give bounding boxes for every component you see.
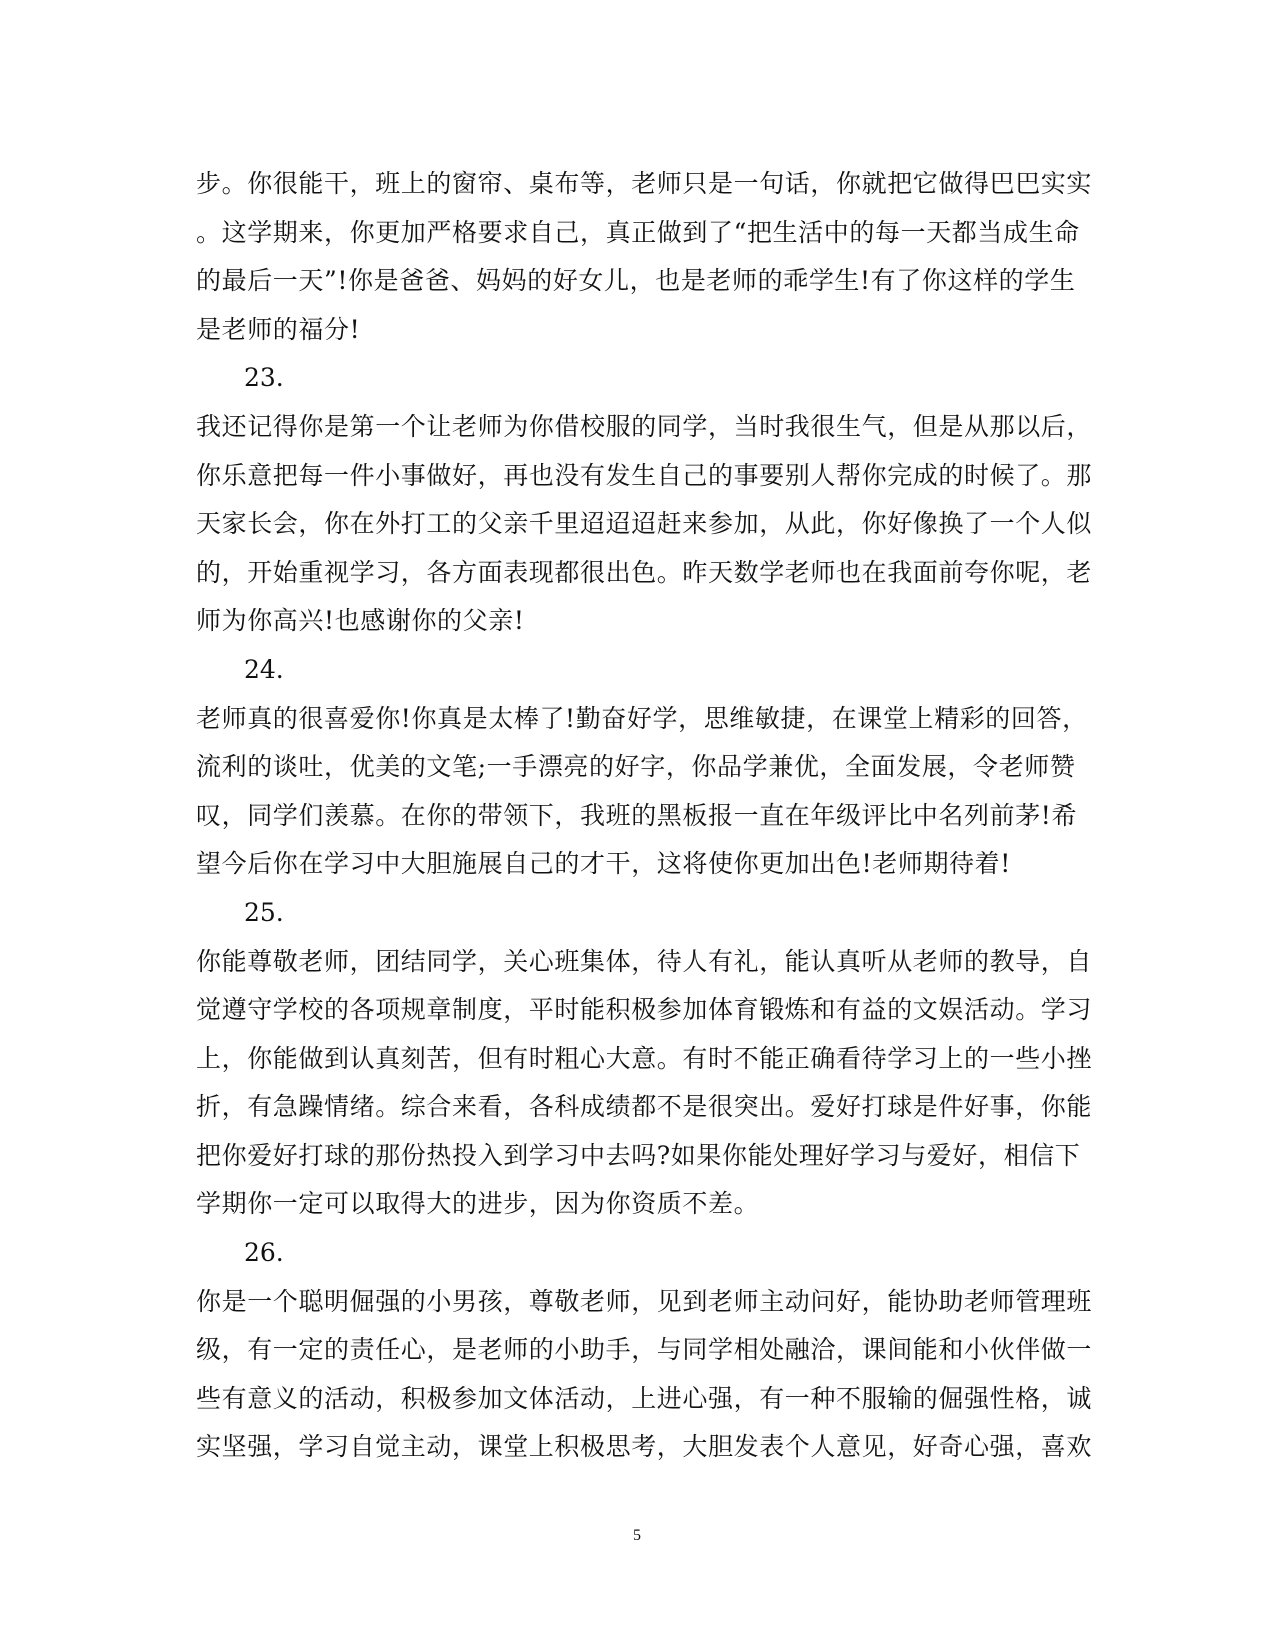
text-line: 级，有一定的责任心，是老师的小助手，与同学相处融洽，课间能和小伙伴做一 (196, 1335, 1093, 1365)
item-number-25: 25. (244, 897, 284, 927)
text-line: 把你爱好打球的那份热投入到学习中去吗?如果你能处理好学习与爱好，相信下 (196, 1140, 1081, 1170)
text-line: 师为你高兴!也感谢你的父亲! (196, 606, 525, 636)
text-line: 流利的谈吐，优美的文笔;一手漂亮的好字，你品学兼优，全面发展，令老师赞 (196, 752, 1076, 782)
text-line: 老师真的很喜爱你!你真是太棒了!勤奋好学，思维敏捷，在课堂上精彩的回答， (196, 703, 1088, 733)
text-line: 是老师的福分! (196, 314, 361, 344)
text-line: 。这学期来，你更加严格要求自己，真正做到了“把生活中的每一天都当成生命 (196, 217, 1080, 247)
text-line: 的最后一天”!你是爸爸、妈妈的好女儿，也是老师的乖学生!有了你这样的学生 (196, 266, 1076, 296)
text-line: 你乐意把每一件小事做好，再也没有发生自己的事要别人帮你完成的时候了。那 (196, 460, 1093, 490)
body-text (196, 160, 1093, 1472)
text-line: 步。你很能干，班上的窗帘、桌布等，老师只是一句话，你就把它做得巴巴实实 (196, 169, 1093, 198)
text-line: 你能尊敬老师，团结同学，关心班集体，待人有礼，能认真听从老师的教导，自 (196, 946, 1093, 976)
text-line: 我还记得你是第一个让老师为你借校服的同学，当时我很生气，但是从那以后， (196, 411, 1093, 441)
text-line: 望今后你在学习中大胆施展自己的才干，这将使你更加出色!老师期待着! (196, 849, 1011, 879)
text-line: 折，有急躁情绪。综合来看，各科成绩都不是很突出。爱好打球是件好事，你能 (196, 1092, 1093, 1122)
item-number-26: 26. (244, 1238, 284, 1268)
text-line: 叹，同学们羡慕。在你的带领下，我班的黑板报一直在年级评比中名列前茅!希 (196, 800, 1078, 830)
text-line: 上，你能做到认真刻苦，但有时粗心大意。有时不能正确看待学习上的一些小挫 (196, 1043, 1093, 1073)
text-line: 天家长会，你在外打工的父亲千里迢迢迢赶来参加，从此，你好像换了一个人似 (196, 509, 1093, 539)
text-line: 的，开始重视学习，各方面表现都很出色。昨天数学老师也在我面前夸你呢，老 (196, 557, 1093, 587)
page-number: 5 (633, 1527, 641, 1544)
text-line: 实坚强，学习自觉主动，课堂上积极思考，大胆发表个人意见，好奇心强，喜欢 (196, 1432, 1093, 1462)
text-line: 些有意义的活动，积极参加文体活动，上进心强，有一种不服输的倔强性格，诚 (196, 1383, 1093, 1413)
text-line: 觉遵守学校的各项规章制度，平时能积极参加体育锻炼和有益的文娱活动。学习 (196, 995, 1093, 1025)
text-line: 你是一个聪明倔强的小男孩，尊敬老师，见到老师主动问好，能协助老师管理班 (196, 1286, 1093, 1316)
item-number-24: 24. (244, 654, 284, 684)
item-number-23: 23. (244, 363, 284, 393)
text-line: 学期你一定可以取得大的进步，因为你资质不差。 (196, 1189, 760, 1219)
